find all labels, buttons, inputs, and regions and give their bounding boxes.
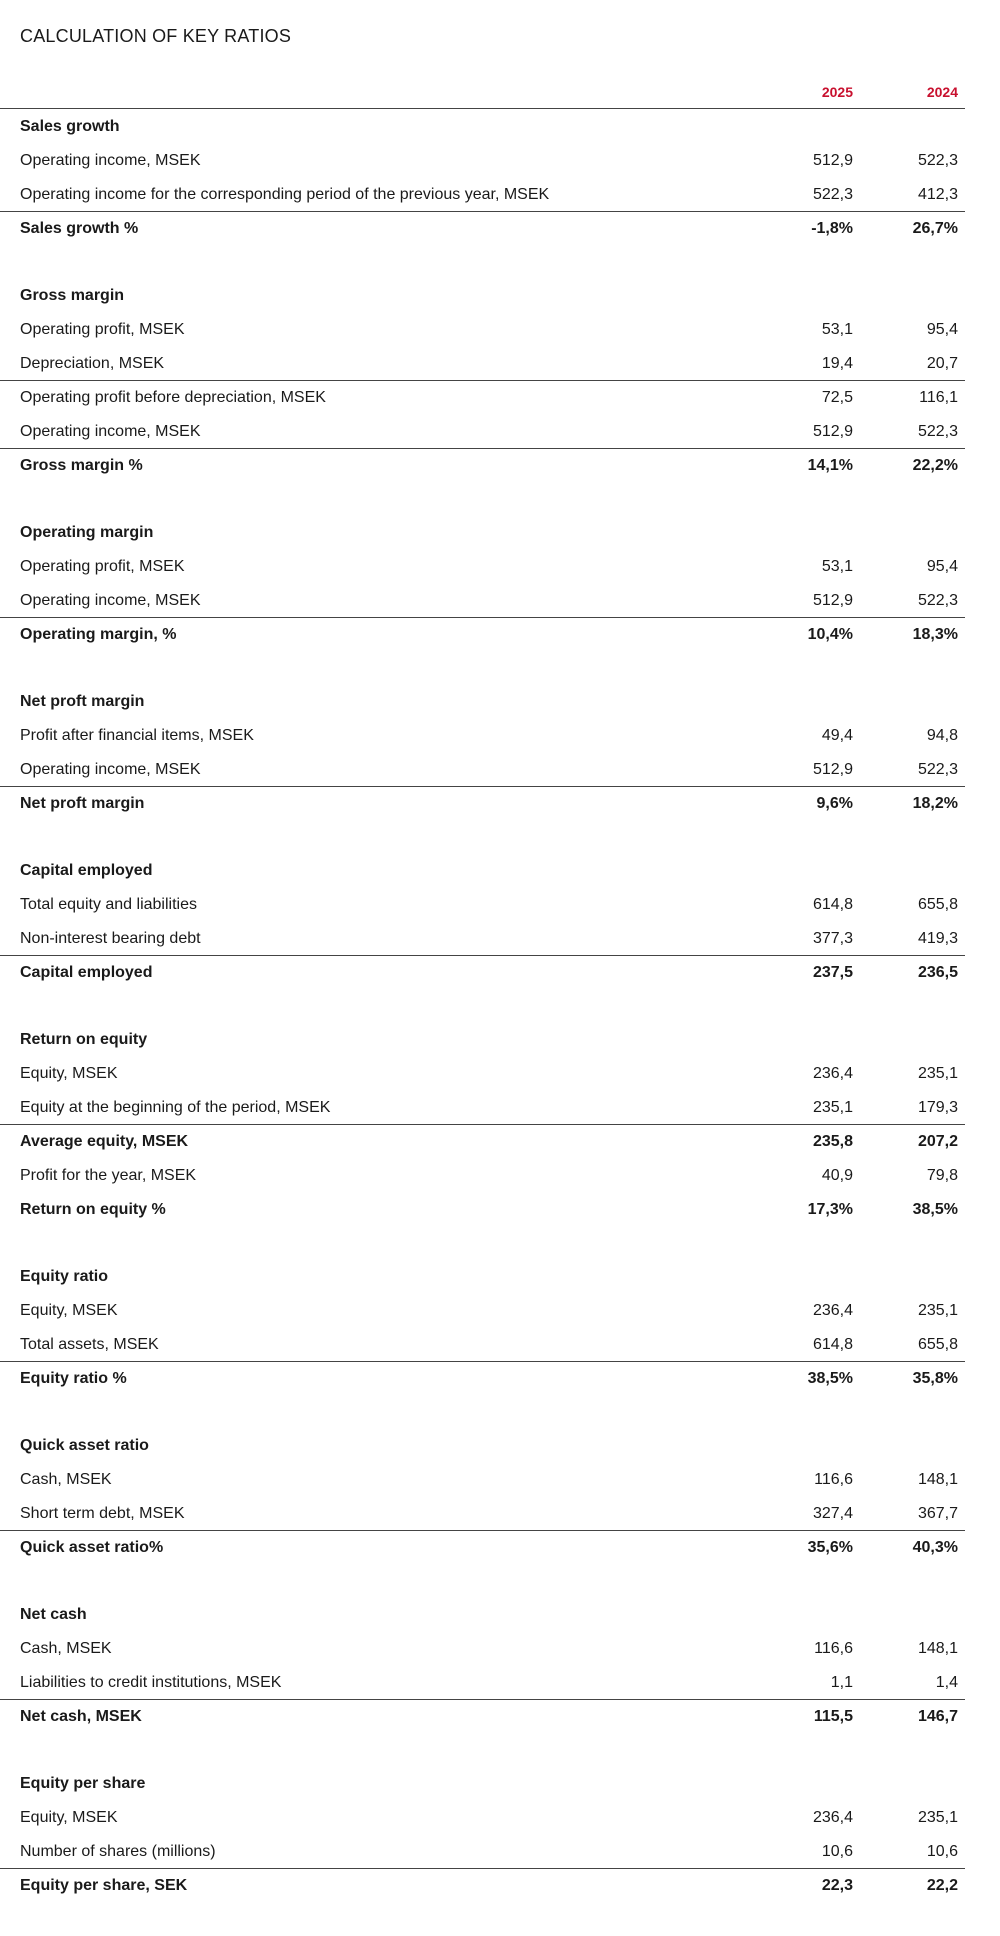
section-heading-row [0, 516, 965, 550]
total-row [0, 1125, 965, 1159]
section-heading: Operating margin [20, 524, 154, 541]
value-2024: 655,8 [917, 1336, 958, 1353]
row-label: Cash, MSEK [20, 1471, 112, 1488]
table-row [0, 1159, 965, 1193]
table-row [0, 1632, 965, 1666]
row-label: Depreciation, MSEK [20, 355, 165, 372]
value-2024: 522,3 [917, 152, 958, 169]
table-row [0, 1801, 965, 1835]
value-2024: 236,5 [917, 964, 958, 981]
value-2024: 235,1 [917, 1065, 958, 1082]
section-heading: Net proft margin [20, 693, 145, 710]
section-heading-row [0, 1260, 965, 1294]
total-row [0, 1531, 965, 1565]
ratio-section [0, 516, 965, 652]
row-label: Liabilities to credit institutions, MSEK [20, 1674, 282, 1691]
row-label: Average equity, MSEK [20, 1133, 189, 1150]
ratio-section [0, 1767, 965, 1903]
total-row [0, 1869, 965, 1903]
ratio-section [0, 1598, 965, 1734]
row-label: Operating profit before depreciation, MSEK [20, 389, 326, 406]
value-2025: 17,3% [807, 1201, 853, 1218]
column-header-2024: 2024 [926, 84, 958, 100]
ratio-section [0, 685, 965, 821]
value-2024: 26,7% [912, 220, 958, 237]
total-row [0, 1362, 965, 1396]
row-label: Equity per share, SEK [20, 1877, 188, 1894]
row-label: Operating profit, MSEK [20, 321, 185, 338]
ratio-section [0, 1023, 965, 1227]
value-2025: 614,8 [812, 1336, 853, 1353]
value-2024: 18,2% [912, 795, 958, 812]
row-label: Equity, MSEK [20, 1302, 118, 1319]
row-label: Operating income, MSEK [20, 761, 201, 778]
value-2024: 22,2% [912, 457, 958, 474]
value-2025: 236,4 [812, 1065, 853, 1082]
row-label: Operating margin, % [20, 626, 177, 643]
row-label: Operating income for the corresponding period of the previous year, MSEK [20, 186, 550, 203]
value-2024: 148,1 [917, 1471, 958, 1488]
table-row [0, 1666, 965, 1700]
section-heading-row [0, 854, 965, 888]
value-2025: 53,1 [821, 558, 853, 575]
value-2025: 115,5 [813, 1708, 853, 1725]
value-2025: 10,6 [821, 1843, 853, 1860]
value-2025: 14,1% [807, 457, 853, 474]
value-2025: 512,9 [812, 423, 853, 440]
table-row [0, 415, 965, 449]
table-row [0, 719, 965, 753]
row-label: Cash, MSEK [20, 1640, 112, 1657]
value-2024: 179,3 [917, 1099, 958, 1116]
value-2024: 35,8% [912, 1370, 958, 1387]
value-2024: 10,6 [926, 1843, 958, 1860]
value-2024: 207,2 [917, 1133, 958, 1150]
row-label: Equity ratio % [20, 1370, 127, 1387]
value-2024: 22,2 [926, 1877, 958, 1894]
row-label: Total equity and liabilities [20, 896, 197, 913]
value-2025: 1,1 [830, 1674, 853, 1691]
table-row [0, 144, 965, 178]
value-2024: 18,3% [912, 626, 958, 643]
value-2025: 236,4 [812, 1302, 853, 1319]
row-label: Equity, MSEK [20, 1809, 118, 1826]
section-heading: Capital employed [20, 862, 153, 879]
section-heading-row [0, 279, 965, 313]
section-heading: Equity per share [20, 1775, 146, 1792]
total-row [0, 956, 965, 990]
page-title: CALCULATION OF KEY RATIOS [20, 26, 292, 46]
table-row [0, 922, 965, 956]
row-label: Net cash, MSEK [20, 1708, 142, 1725]
table-row [0, 1091, 965, 1125]
value-2025: 512,9 [812, 152, 853, 169]
table-row [0, 381, 965, 415]
value-2025: 522,3 [812, 186, 853, 203]
value-2024: 412,3 [917, 186, 958, 203]
ratio-section [0, 1260, 965, 1396]
table-row [0, 753, 965, 787]
value-2025: 49,4 [821, 727, 853, 744]
value-2025: 512,9 [812, 592, 853, 609]
row-label: Short term debt, MSEK [20, 1505, 185, 1522]
section-heading-row [0, 1023, 965, 1057]
value-2024: 95,4 [926, 558, 958, 575]
total-row [0, 449, 965, 483]
value-2024: 522,3 [917, 761, 958, 778]
column-header-row [0, 80, 965, 109]
row-label: Profit after financial items, MSEK [20, 727, 254, 744]
value-2024: 146,7 [917, 1708, 958, 1725]
key-ratios-table [0, 110, 965, 1936]
value-2024: 148,1 [917, 1640, 958, 1657]
table-row [0, 1463, 965, 1497]
row-label: Profit for the year, MSEK [20, 1167, 197, 1184]
table-row [0, 1328, 965, 1362]
table-row [0, 347, 965, 381]
total-row [0, 787, 965, 821]
row-label: Return on equity % [20, 1201, 166, 1218]
total-row [0, 1700, 965, 1734]
table-row [0, 1497, 965, 1531]
ratio-section [0, 279, 965, 483]
value-2025: 10,4% [807, 626, 853, 643]
section-heading: Sales growth [20, 118, 120, 135]
value-2025: 53,1 [821, 321, 853, 338]
value-2024: 655,8 [917, 896, 958, 913]
row-label: Number of shares (millions) [20, 1843, 216, 1860]
row-label: Non-interest bearing debt [20, 930, 201, 947]
value-2025: 40,9 [821, 1167, 853, 1184]
section-heading: Quick asset ratio [20, 1437, 149, 1454]
value-2025: 116,6 [814, 1640, 853, 1657]
ratio-section [0, 110, 965, 246]
table-row [0, 584, 965, 618]
row-label: Total assets, MSEK [20, 1336, 159, 1353]
row-label: Quick asset ratio% [20, 1539, 164, 1556]
value-2025: 614,8 [812, 896, 853, 913]
total-row [0, 212, 965, 246]
value-2025: 237,5 [812, 964, 853, 981]
value-2024: 522,3 [917, 592, 958, 609]
row-label: Operating profit, MSEK [20, 558, 185, 575]
value-2024: 38,5% [912, 1201, 958, 1218]
value-2025: 327,4 [812, 1505, 853, 1522]
value-2025: 377,3 [812, 930, 853, 947]
section-heading-row [0, 1598, 965, 1632]
table-row [0, 1294, 965, 1328]
row-label: Operating income, MSEK [20, 152, 201, 169]
value-2025: 72,5 [821, 389, 853, 406]
row-label: Net proft margin [20, 795, 145, 812]
value-2024: 235,1 [917, 1809, 958, 1826]
row-label: Operating income, MSEK [20, 592, 201, 609]
total-row [0, 618, 965, 652]
row-label: Equity at the beginning of the period, MSEK [20, 1099, 331, 1116]
value-2025: 38,5% [807, 1370, 853, 1387]
value-2024: 40,3% [912, 1539, 958, 1556]
row-label: Capital employed [20, 964, 153, 981]
value-2024: 419,3 [917, 930, 958, 947]
value-2025: 9,6% [816, 795, 853, 812]
table-row [0, 1835, 965, 1869]
value-2024: 116,1 [919, 389, 958, 406]
table-row [0, 550, 965, 584]
value-2025: 35,6% [807, 1539, 853, 1556]
value-2024: 235,1 [917, 1302, 958, 1319]
value-2025: 116,6 [814, 1471, 853, 1488]
table-row [0, 1057, 965, 1091]
value-2024: 95,4 [926, 321, 958, 338]
ratio-section [0, 1429, 965, 1565]
row-label: Sales growth % [20, 220, 139, 237]
section-heading-row [0, 110, 965, 144]
value-2024: 79,8 [926, 1167, 958, 1184]
value-2025: 512,9 [812, 761, 853, 778]
value-2024: 522,3 [917, 423, 958, 440]
section-heading: Gross margin [20, 287, 125, 304]
row-label: Gross margin % [20, 457, 143, 474]
value-2024: 94,8 [926, 727, 958, 744]
total-row [0, 1193, 965, 1227]
table-row [0, 313, 965, 347]
value-2025: 235,8 [812, 1133, 853, 1150]
section-heading-row [0, 1429, 965, 1463]
section-heading: Return on equity [20, 1031, 148, 1048]
section-heading: Net cash [20, 1606, 87, 1623]
table-row [0, 178, 965, 212]
value-2024: 367,7 [917, 1505, 958, 1522]
value-2025: -1,8% [811, 220, 853, 237]
section-heading-row [0, 685, 965, 719]
ratio-section [0, 854, 965, 990]
row-label: Equity, MSEK [20, 1065, 118, 1082]
section-heading: Equity ratio [20, 1268, 109, 1285]
row-label: Operating income, MSEK [20, 423, 201, 440]
value-2024: 1,4 [935, 1674, 958, 1691]
section-heading-row [0, 1767, 965, 1801]
table-row [0, 888, 965, 922]
value-2025: 22,3 [821, 1877, 853, 1894]
value-2025: 19,4 [821, 355, 853, 372]
value-2024: 20,7 [926, 355, 958, 372]
column-header-2025: 2025 [821, 84, 853, 100]
value-2025: 236,4 [812, 1809, 853, 1826]
value-2025: 235,1 [812, 1099, 853, 1116]
